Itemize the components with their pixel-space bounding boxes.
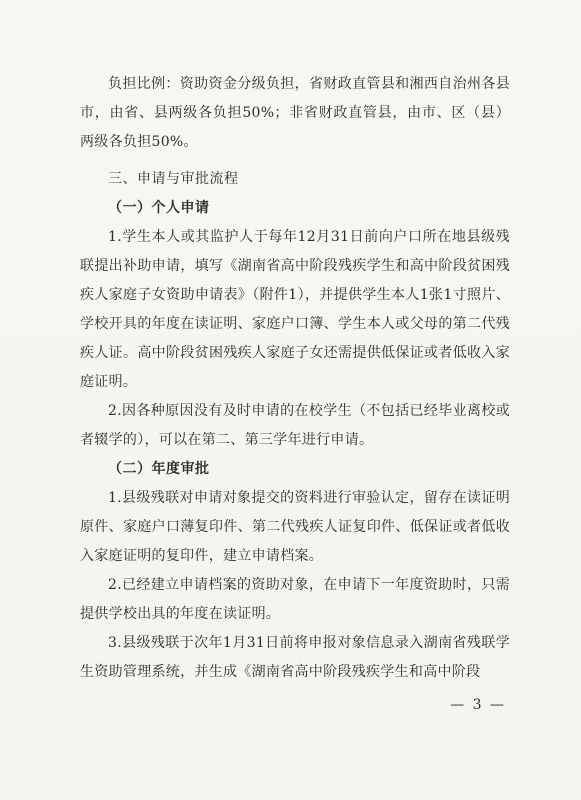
paragraph-application-step-2: 2.因各种原因没有及时申请的在校学生（不包括已经毕业离校或者辍学的），可以在第二、第三学年进行申请。 [80, 403, 510, 448]
paragraph-review-step-2: 2.已经建立申请档案的资助对象，在申请下一年度资助时，只需提供学校出具的年度在读证明。 [80, 577, 510, 622]
paragraph-review-step-1: 1.县级残联对申请对象提交的资料进行审验认定，留存在读证明原件、家庭户口薄复印件、第二代残疾人证复印件、低保证或者低收入家庭证明的复印件，建立申请档案。 [80, 490, 510, 564]
paragraph-burden-ratio: 负担比例：资助资金分级负担，省财政直管县和湘西自治州各县市，由省、县两级各负担50%；非省财政直管县，由市、区（县）两级各负担50%。 [80, 76, 510, 150]
section-heading-application-process: 三、申请与审批流程 [108, 171, 239, 187]
document-body [80, 70, 510, 687]
page-number: — 3 — [450, 697, 506, 713]
paragraph-review-step-3: 3.县级残联于次年1月31日前将申报对象信息录入湖南省残联学生资助管理系统，并生成《湖南省高中阶段残疾学生和高中阶段 [80, 635, 510, 680]
paragraph-application-step-1: 1.学生本人或其监护人于每年12月31日前向户口所在地县级残联提出补助申请，填写《湖南省高中阶段残疾学生和高中阶段贫困残疾人家庭子女资助申请表》（附件1），并提供学生本人1张1寸照片、学校开具的年度在读证明、家庭户口簿、学生本人或父母的第二代残疾人证。高中阶段贫困残疾人家庭子女还需提供低保证或者低收入家庭证明。 [80, 229, 510, 390]
subsection-heading-annual-review: （二）年度审批 [108, 461, 210, 477]
subsection-heading-personal-application: （一）个人申请 [108, 200, 210, 216]
